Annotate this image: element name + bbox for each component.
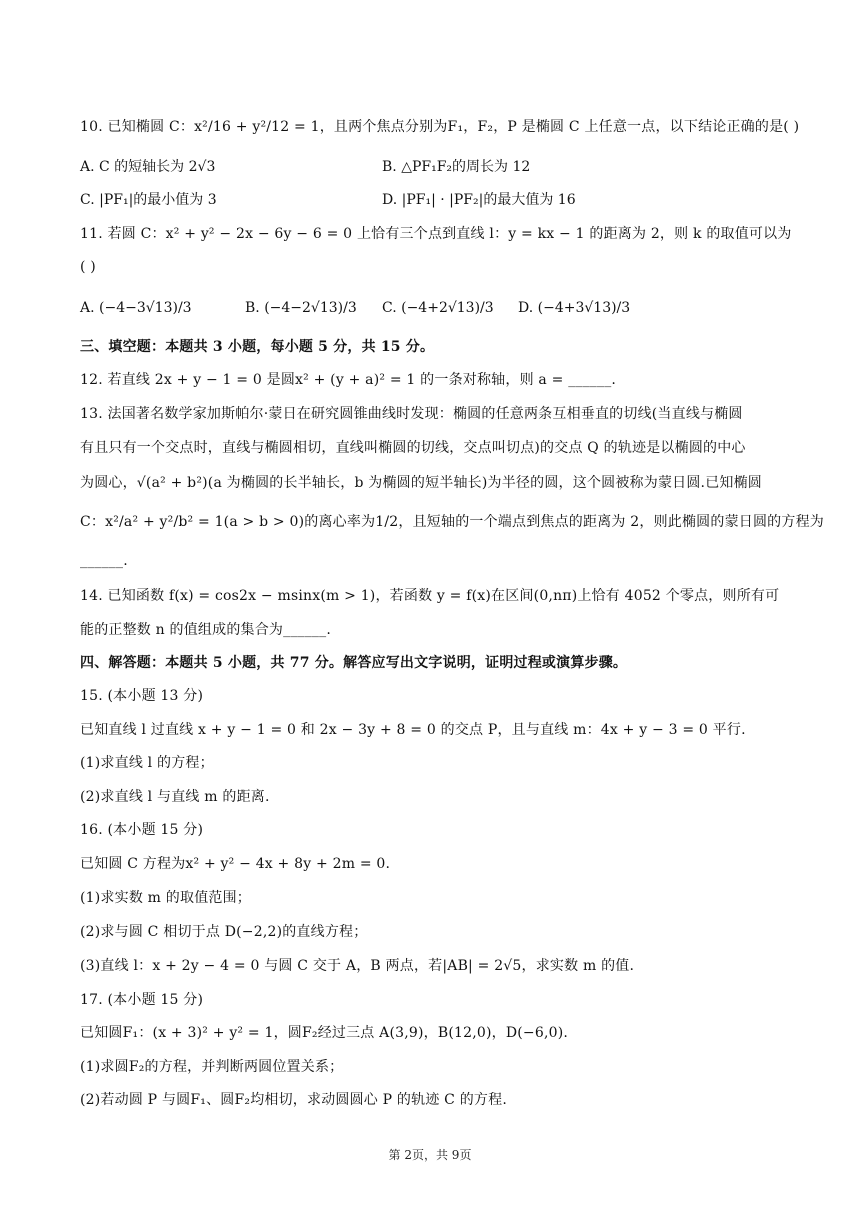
question-13-line-2: 有且只有一个交点时，直线与椭圆相切，直线叫椭圆的切线，交点叫切点)的交点 Q 的轨迹是以椭圆的中心	[80, 440, 746, 456]
question-16-part-2: (2)求与圆 C 相切于点 D(−2,2)的直线方程；	[80, 924, 368, 940]
q10-option-b: B. △PF₁F₂的周长为 12	[382, 159, 531, 175]
section-4-heading: 四、解答题：本题共 5 小题，共 77 分。解答应写出文字说明，证明过程或演算步骤。	[80, 655, 628, 671]
question-16-part-3: (3)直线 l：x + 2y − 4 = 0 与圆 C 交于 A，B 两点，若|AB| = 2√5，求实数 m 的值.	[80, 958, 635, 974]
question-17-part-2: (2)若动圆 P 与圆F₁、圆F₂均相切，求动圆圆心 P 的轨迹 C 的方程.	[80, 1092, 507, 1108]
question-13-line-4: C：x²/a² + y²/b² = 1(a > b > 0)的离心率为1/2，且短轴的一个端点到焦点的距离为 2，则此椭圆的蒙日圆的方程为	[80, 514, 824, 530]
question-17-heading: 17. (本小题 15 分)	[80, 992, 204, 1008]
q10-option-a: A. C 的短轴长为 2√3	[80, 159, 216, 175]
q11-option-b: B. (−4−2√13)/3	[245, 300, 357, 316]
question-13-line-3: 为圆心，√(a² + b²)(a 为椭圆的长半轴长，b 为椭圆的短半轴长)为半径的圆，这个圆被称为蒙日圆.已知椭圆	[80, 475, 762, 491]
question-16-part-1: (1)求实数 m 的取值范围；	[80, 890, 252, 906]
question-14-line-2: 能的正整数 n 的值组成的集合为______.	[80, 622, 331, 638]
question-15-part-1: (1)求直线 l 的方程；	[80, 755, 214, 771]
question-10-stem: 10. 已知椭圆 C：x²/16 + y²/12 = 1，且两个焦点分别为F₁，F₂，P 是椭圆 C 上任意一点，以下结论正确的是( )	[80, 119, 800, 135]
q11-option-d: D. (−4+3√13)/3	[518, 300, 631, 316]
question-16-stem: 已知圆 C 方程为x² + y² − 4x + 8y + 2m = 0.	[80, 856, 391, 872]
section-3-heading: 三、填空题：本题共 3 小题，每小题 5 分，共 15 分。	[80, 339, 435, 355]
q11-option-a: A. (−4−3√13)/3	[80, 300, 192, 316]
q10-option-d: D. |PF₁| · |PF₂|的最大值为 16	[382, 192, 576, 208]
page-footer: 第 2页，共 9页	[388, 1148, 472, 1162]
question-14-line-1: 14. 已知函数 f(x) = cos2x − msinx(m > 1)，若函数 y = f(x)在区间(0,nπ)上恰有 4052 个零点，则所有可	[80, 588, 780, 604]
question-15-part-2: (2)求直线 l 与直线 m 的距离.	[80, 789, 270, 805]
question-17-part-1: (1)求圆F₂的方程，并判断两圆位置关系；	[80, 1059, 344, 1075]
q11-option-c: C. (−4+2√13)/3	[382, 300, 494, 316]
question-15-heading: 15. (本小题 13 分)	[80, 688, 204, 704]
question-11-stem: 11. 若圆 C：x² + y² − 2x − 6y − 6 = 0 上恰有三个点到直线 l：y = kx − 1 的距离为 2，则 k 的取值可以为	[80, 226, 792, 242]
question-13-line-1: 13. 法国著名数学家加斯帕尔·蒙日在研究圆锥曲线时发现：椭圆的任意两条互相垂直的切线(当直线与椭圆	[80, 406, 743, 422]
question-11-paren: ( )	[80, 259, 96, 275]
question-12: 12. 若直线 2x + y − 1 = 0 是圆x² + (y + a)² = 1 的一条对称轴，则 a = ______.	[80, 372, 617, 388]
question-13-line-5: ______.	[80, 553, 128, 569]
q10-option-c: C. |PF₁|的最小值为 3	[80, 192, 217, 208]
question-16-heading: 16. (本小题 15 分)	[80, 822, 204, 838]
question-15-stem: 已知直线 l 过直线 x + y − 1 = 0 和 2x − 3y + 8 = 0 的交点 P，且与直线 m：4x + y − 3 = 0 平行.	[80, 722, 746, 738]
question-17-stem: 已知圆F₁：(x + 3)² + y² = 1，圆F₂经过三点 A(3,9)，B(12,0)，D(−6,0).	[80, 1025, 569, 1041]
